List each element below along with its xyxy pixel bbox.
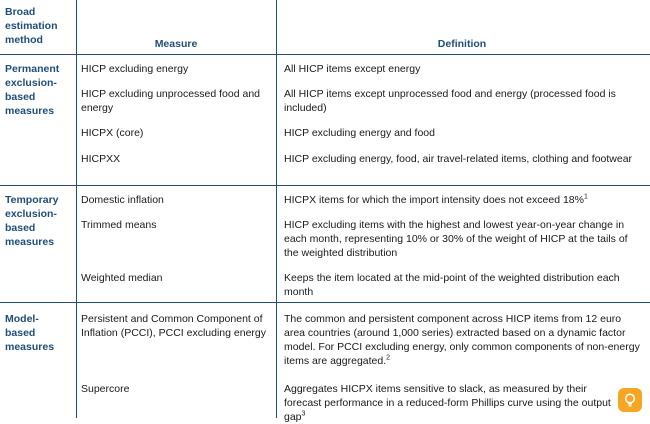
measure-cell: HICP excluding unprocessed food and energy [81,88,261,114]
definition-cell: All HICP items except energy [284,63,421,75]
definition-cell: HICP excluding items with the highest and lowest year-on-year change in each month, representing 10% or 30% of the weight of HICP at the tails of the weighted distribution [284,219,628,259]
header-method: Broad estimation method [5,6,58,46]
group-label-model: Model- based measures [5,313,55,353]
footnote-marker: 2 [386,354,391,362]
row-divider [0,54,650,55]
definition-text: Aggregates HICPX items sensitive to slack, as measured by their forecast performance in a reduced-form Phillips curve using the output gap [284,383,611,423]
group-label-permanent: Permanent exclusion- based measures [5,63,60,117]
row-divider [0,185,650,186]
footnote-marker: 3 [301,410,306,418]
header-measure: Measure [154,38,198,50]
measure-cell: Trimmed means [81,219,157,231]
definition-cell [284,312,644,368]
table-header [0,0,650,54]
row-divider [0,302,650,303]
measure-cell: HICPXX [81,153,121,165]
column-divider [276,0,277,418]
definition-cell: All HICP items except unprocessed food and energy (processed food is included) [284,88,616,114]
footnote-marker: 1 [583,193,588,201]
measure-cell: HICPX (core) [81,127,144,139]
measure-cell: Persistent and Common Component of Inflation (PCCI), PCCI excluding energy [81,313,266,339]
definition-cell: Keeps the item located at the mid-point of the weighted distribution each month [284,272,620,298]
group-label-temporary: Temporary exclusion- based measures [5,194,59,248]
definition-cell [284,193,644,207]
header-definition: Definition [437,38,487,50]
definition-text: HICPX items for which the import intensity does not exceed 18% [284,194,584,206]
measure-cell: HICP excluding energy [81,63,189,75]
lightbulb-glyph [622,392,638,408]
lightbulb-icon[interactable] [618,388,642,412]
measure-cell: Supercore [81,383,130,395]
column-divider [76,0,77,418]
measure-cell: Weighted median [81,272,163,284]
measure-cell: Domestic inflation [81,194,164,206]
definition-cell: HICP excluding energy, food, air travel-related items, clothing and footwear [284,153,633,165]
definition-text: The common and persistent component across HICP items from 12 euro area countries (around 1,000 series) extracted based on a dynamic factor model. For PCCI excluding energy, only common components of non-energy items are aggregated. [284,313,640,367]
definition-cell: HICP excluding energy and food [284,127,435,139]
